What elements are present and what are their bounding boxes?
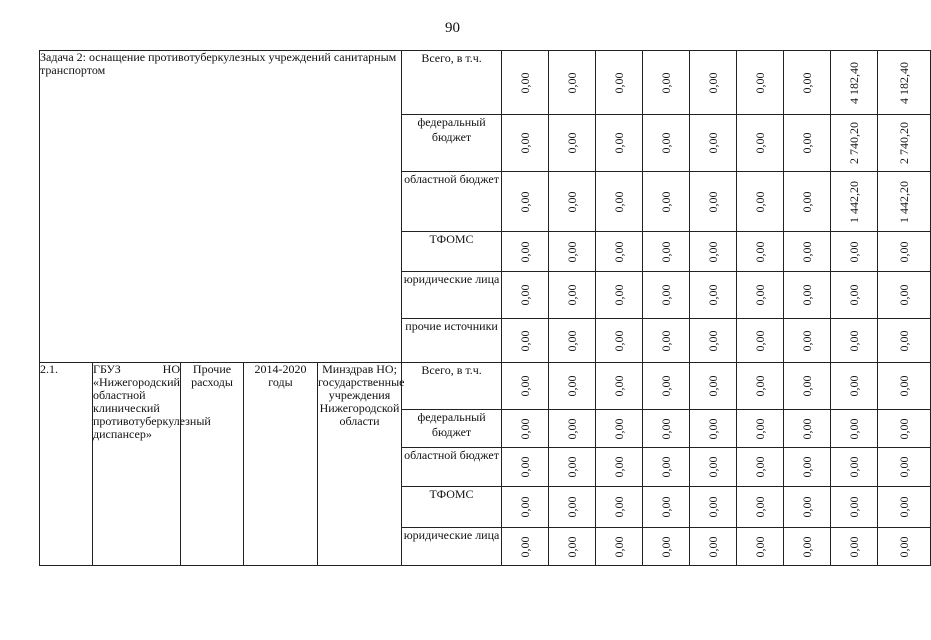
item-value-cell: [784, 528, 831, 566]
value-text: 0,00: [612, 241, 627, 262]
item-value-cell: [784, 448, 831, 487]
value-text: 0,00: [659, 330, 674, 351]
value-text: 0,00: [518, 536, 533, 557]
expense-type-cell: Прочие расходы: [181, 363, 244, 566]
item-value-cell: [878, 448, 931, 487]
item-value-cell: [737, 487, 784, 528]
value-text: 0,00: [518, 72, 533, 93]
period-cell: 2014-2020 годы: [244, 363, 318, 566]
task-value-cell: [596, 319, 643, 363]
task-title-cell: Задача 2: оснащение противотуберкулезных учреждений санитарным транспортом: [40, 51, 402, 363]
item-value-cell: [596, 410, 643, 448]
item-value-cell: [737, 410, 784, 448]
value-text: 0,00: [706, 132, 721, 154]
value-text: 0,00: [897, 536, 912, 557]
value-text: 0,00: [659, 191, 674, 212]
task-value-cell: [596, 51, 643, 115]
funding-source-cell: прочие источники: [402, 319, 502, 363]
task-value-cell: [502, 115, 549, 172]
item-value-cell: [502, 363, 549, 410]
item-value-cell: [549, 363, 596, 410]
value-text: 0,00: [565, 72, 580, 93]
value-text: 0,00: [706, 418, 721, 439]
value-text: 0,00: [565, 375, 580, 397]
item-value-cell: [737, 363, 784, 410]
item-value-cell: [784, 487, 831, 528]
task-value-cell: [737, 172, 784, 232]
item-row: [40, 363, 931, 410]
item-value-cell: [878, 363, 931, 410]
value-text: 0,00: [800, 536, 815, 557]
item-value-cell: [549, 410, 596, 448]
value-text: 0,00: [847, 536, 862, 557]
value-text: 0,00: [800, 496, 815, 518]
funding-source-cell: юридические лица: [402, 528, 502, 566]
funding-source-cell: ТФОМС: [402, 232, 502, 272]
value-text: 0,00: [847, 330, 862, 351]
item-value-cell: [596, 448, 643, 487]
task-value-cell: [643, 51, 690, 115]
executor-cell: Минздрав НО; государственные учреждения Нижегородской области: [318, 363, 402, 566]
task-value-cell: [878, 272, 931, 319]
task-value-cell: [831, 51, 878, 115]
task-value-cell: [690, 232, 737, 272]
task-value-cell: [737, 115, 784, 172]
task-value-cell: [502, 272, 549, 319]
task-value-cell: [784, 232, 831, 272]
value-text: 0,00: [612, 536, 627, 557]
task-value-cell: [878, 115, 931, 172]
value-text: 0,00: [800, 330, 815, 351]
item-value-cell: [643, 528, 690, 566]
value-text: 0,00: [659, 72, 674, 93]
value-text: 0,00: [518, 132, 533, 154]
task-value-cell: [643, 319, 690, 363]
value-text: 0,00: [753, 330, 768, 351]
value-text: 0,00: [565, 496, 580, 518]
item-value-cell: [831, 410, 878, 448]
task-value-cell: [643, 115, 690, 172]
item-value-cell: [549, 448, 596, 487]
task-value-cell: [643, 232, 690, 272]
item-value-cell: [596, 528, 643, 566]
value-text: 0,00: [706, 330, 721, 351]
value-text: 0,00: [612, 496, 627, 518]
value-text: 0,00: [612, 132, 627, 154]
task-value-cell: [502, 172, 549, 232]
item-value-cell: [596, 363, 643, 410]
value-text: 0,00: [847, 284, 862, 306]
task-value-cell: [549, 51, 596, 115]
value-text: 0,00: [518, 241, 533, 262]
value-text: 0,00: [612, 72, 627, 93]
item-value-cell: [643, 363, 690, 410]
value-text: 0,00: [800, 456, 815, 478]
value-text: 0,00: [800, 191, 815, 212]
value-text: 0,00: [706, 284, 721, 306]
value-text: 0,00: [565, 418, 580, 439]
value-text: 0,00: [800, 132, 815, 154]
value-text: 4 182,40: [897, 61, 912, 104]
item-number-cell: 2.1.: [40, 363, 93, 566]
task-value-cell: [831, 319, 878, 363]
item-value-cell: [737, 448, 784, 487]
funding-source-cell: юридические лица: [402, 272, 502, 319]
funding-source-cell: ТФОМС: [402, 487, 502, 528]
value-text: 0,00: [897, 241, 912, 262]
task-value-cell: [737, 51, 784, 115]
value-text: 0,00: [897, 330, 912, 351]
task-value-cell: [690, 319, 737, 363]
item-value-cell: [831, 528, 878, 566]
item-value-cell: [831, 487, 878, 528]
task-value-cell: [690, 172, 737, 232]
task-value-cell: [549, 232, 596, 272]
task-value-cell: [737, 272, 784, 319]
funding-source-cell: федеральный бюджет: [402, 410, 502, 448]
task-value-cell: [878, 51, 931, 115]
value-text: 0,00: [706, 241, 721, 262]
value-text: 0,00: [753, 132, 768, 154]
task-value-cell: [502, 51, 549, 115]
value-text: 0,00: [565, 191, 580, 212]
value-text: 1 442,20: [897, 180, 912, 223]
value-text: 0,00: [612, 418, 627, 439]
item-value-cell: [690, 363, 737, 410]
value-text: 0,00: [847, 375, 862, 397]
value-text: 0,00: [753, 536, 768, 557]
value-text: 2 740,20: [897, 122, 912, 164]
item-value-cell: [690, 487, 737, 528]
item-value-cell: [737, 528, 784, 566]
value-text: 0,00: [800, 72, 815, 93]
value-text: 0,00: [659, 284, 674, 306]
value-text: 0,00: [897, 418, 912, 439]
value-text: 0,00: [753, 375, 768, 397]
task-value-cell: [831, 172, 878, 232]
value-text: 0,00: [565, 132, 580, 154]
task-value-cell: [596, 272, 643, 319]
value-text: 0,00: [659, 375, 674, 397]
item-value-cell: [549, 528, 596, 566]
task-value-cell: [737, 319, 784, 363]
funding-source-cell: Всего, в т.ч.: [402, 363, 502, 410]
item-value-cell: [690, 410, 737, 448]
value-text: 0,00: [753, 496, 768, 518]
item-value-cell: [690, 448, 737, 487]
value-text: 0,00: [897, 284, 912, 306]
value-text: 0,00: [612, 330, 627, 351]
item-value-cell: [502, 528, 549, 566]
item-value-cell: [831, 363, 878, 410]
task-value-cell: [690, 51, 737, 115]
task-value-cell: [784, 272, 831, 319]
value-text: 0,00: [897, 375, 912, 397]
task-value-cell: [596, 232, 643, 272]
funding-table: [39, 50, 931, 566]
task-value-cell: [643, 272, 690, 319]
item-value-cell: [502, 487, 549, 528]
value-text: 0,00: [753, 241, 768, 262]
value-text: 0,00: [706, 191, 721, 212]
value-text: 0,00: [753, 284, 768, 306]
item-name-cell: ГБУЗ НО «Нижегородский областной клинический противотуберкулезный диспансер»: [93, 363, 181, 566]
item-value-cell: [878, 487, 931, 528]
item-value-cell: [690, 528, 737, 566]
value-text: 0,00: [800, 375, 815, 397]
value-text: 0,00: [659, 132, 674, 154]
item-value-cell: [784, 410, 831, 448]
task-value-cell: [643, 172, 690, 232]
task-value-cell: [784, 319, 831, 363]
value-text: 0,00: [565, 284, 580, 306]
value-text: 0,00: [847, 418, 862, 439]
value-text: 0,00: [706, 496, 721, 518]
value-text: 2 740,20: [847, 122, 862, 164]
task-value-cell: [690, 272, 737, 319]
value-text: 0,00: [706, 72, 721, 93]
item-value-cell: [549, 487, 596, 528]
value-text: 0,00: [612, 375, 627, 397]
task-value-cell: [784, 51, 831, 115]
value-text: 0,00: [518, 375, 533, 397]
item-value-cell: [502, 448, 549, 487]
value-text: 0,00: [518, 418, 533, 439]
task-value-cell: [878, 232, 931, 272]
task-value-cell: [831, 272, 878, 319]
value-text: 0,00: [518, 456, 533, 478]
item-value-cell: [596, 487, 643, 528]
value-text: 0,00: [659, 496, 674, 518]
funding-source-cell: областной бюджет: [402, 448, 502, 487]
value-text: 0,00: [800, 241, 815, 262]
value-text: 0,00: [565, 536, 580, 557]
item-value-cell: [831, 448, 878, 487]
item-value-cell: [502, 410, 549, 448]
value-text: 0,00: [706, 375, 721, 397]
item-value-cell: [643, 487, 690, 528]
task-value-cell: [549, 115, 596, 172]
task-value-cell: [502, 319, 549, 363]
value-text: 0,00: [612, 456, 627, 478]
task-row: [40, 51, 931, 115]
value-text: 0,00: [659, 456, 674, 478]
item-value-cell: [878, 410, 931, 448]
task-value-cell: [784, 172, 831, 232]
value-text: 0,00: [847, 496, 862, 518]
value-text: 0,00: [753, 191, 768, 212]
item-value-cell: [878, 528, 931, 566]
value-text: 0,00: [847, 241, 862, 262]
value-text: 0,00: [706, 456, 721, 478]
value-text: 0,00: [753, 456, 768, 478]
value-text: 0,00: [753, 72, 768, 93]
page-number: 90: [445, 20, 460, 36]
value-text: 0,00: [518, 284, 533, 306]
task-value-cell: [690, 115, 737, 172]
value-text: 4 182,40: [847, 61, 862, 104]
value-text: 0,00: [518, 496, 533, 518]
value-text: 1 442,20: [847, 180, 862, 223]
task-value-cell: [737, 232, 784, 272]
task-value-cell: [596, 172, 643, 232]
value-text: 0,00: [753, 418, 768, 439]
value-text: 0,00: [706, 536, 721, 557]
value-text: 0,00: [659, 536, 674, 557]
value-text: 0,00: [565, 456, 580, 478]
value-text: 0,00: [800, 284, 815, 306]
task-value-cell: [549, 319, 596, 363]
item-value-cell: [643, 410, 690, 448]
value-text: 0,00: [518, 330, 533, 351]
value-text: 0,00: [800, 418, 815, 439]
funding-source-cell: Всего, в т.ч.: [402, 51, 502, 115]
funding-source-cell: федеральный бюджет: [402, 115, 502, 172]
task-value-cell: [878, 319, 931, 363]
value-text: 0,00: [565, 330, 580, 351]
funding-source-cell: областной бюджет: [402, 172, 502, 232]
value-text: 0,00: [565, 241, 580, 262]
value-text: 0,00: [518, 191, 533, 212]
value-text: 0,00: [659, 418, 674, 439]
task-value-cell: [831, 232, 878, 272]
value-text: 0,00: [847, 456, 862, 478]
value-text: 0,00: [659, 241, 674, 262]
task-value-cell: [596, 115, 643, 172]
value-text: 0,00: [897, 496, 912, 518]
value-text: 0,00: [612, 191, 627, 212]
task-value-cell: [502, 232, 549, 272]
task-value-cell: [878, 172, 931, 232]
item-value-cell: [784, 363, 831, 410]
value-text: 0,00: [897, 456, 912, 478]
task-value-cell: [831, 115, 878, 172]
task-value-cell: [784, 115, 831, 172]
item-value-cell: [643, 448, 690, 487]
task-value-cell: [549, 172, 596, 232]
value-text: 0,00: [612, 284, 627, 306]
task-value-cell: [549, 272, 596, 319]
